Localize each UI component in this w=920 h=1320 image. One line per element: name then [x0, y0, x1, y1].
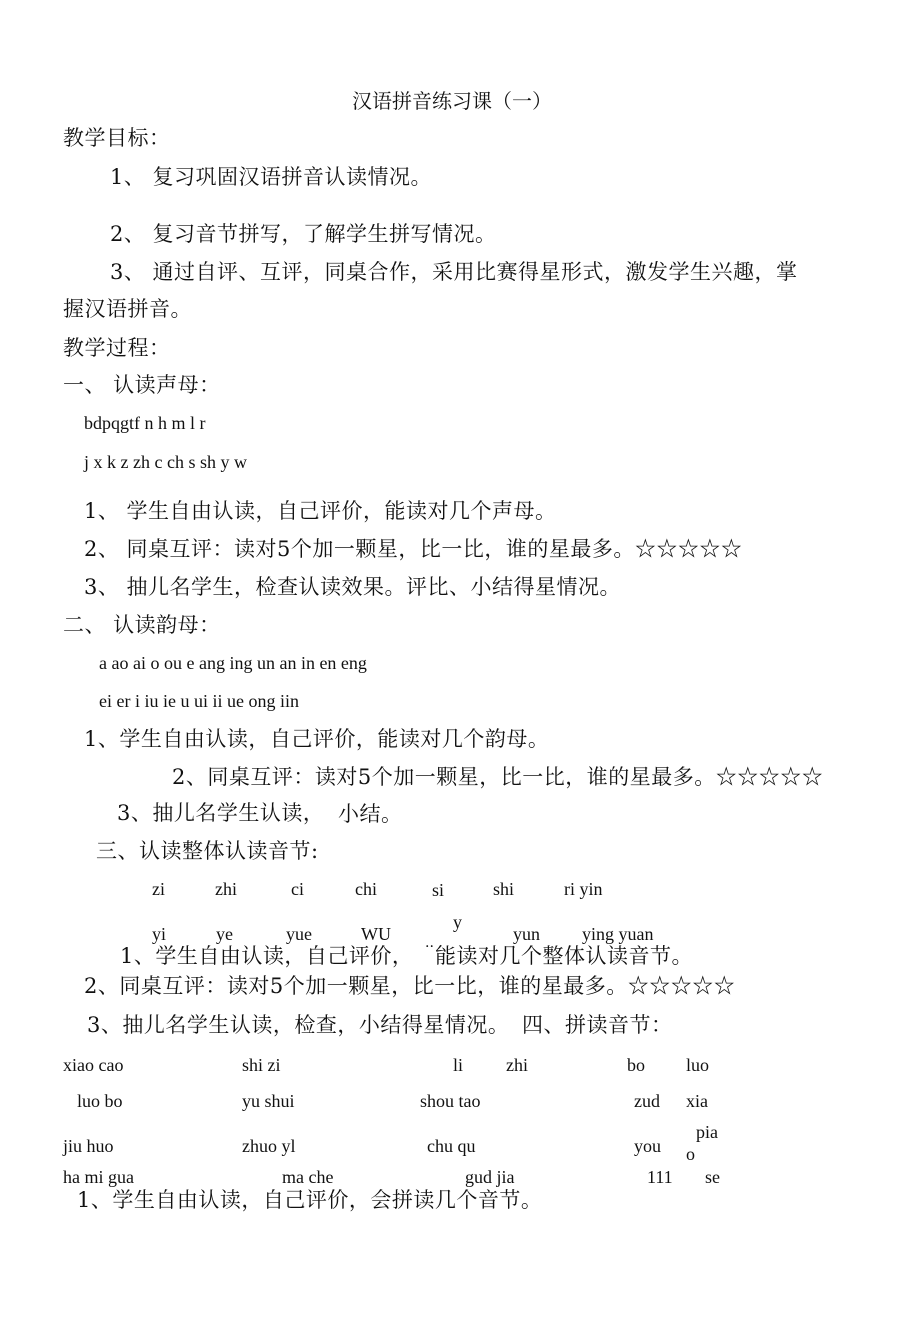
section-3-item-2: 2、同桌互评：读对5个加一颗星，比一比，谁的星最多。☆☆☆☆☆: [84, 974, 736, 998]
page-title: 汉语拼音练习课（一）: [352, 89, 552, 113]
syllable: jiu huo: [63, 1136, 114, 1156]
section-3-item-1: 1、学生自由认读，自己评价，: [120, 944, 414, 968]
syllable: luo bo: [77, 1091, 123, 1111]
section-3-item-1-tail: 能读对几个整体认读音节。: [435, 944, 693, 968]
initials-line-1: bdpqgtf n h m l r: [84, 413, 206, 433]
syllable: zhuo yl: [242, 1136, 296, 1156]
section-3-item-3: 3、抽儿名学生认读，检查，小结得星情况。: [87, 1013, 510, 1037]
syllable: ma che: [282, 1167, 334, 1187]
syllable: zud: [634, 1091, 660, 1111]
syllable: ye: [216, 924, 233, 944]
syllable: xiao cao: [63, 1055, 124, 1075]
syllable: zhi: [506, 1055, 528, 1075]
section-1-item-3: 3、 抽儿名学生，检查认读效果。评比、小结得星情况。: [84, 575, 622, 599]
syllable: gud jia: [465, 1167, 515, 1187]
syllable: you: [634, 1136, 661, 1156]
process-heading: 教学过程：: [63, 336, 171, 360]
syllable: ying yuan: [582, 924, 654, 944]
syllable: o: [686, 1144, 695, 1164]
section-1-item-1: 1、 学生自由认读，自己评价，能读对几个声母。: [84, 499, 557, 523]
syllable: yun: [513, 924, 540, 944]
syllable: ri yin: [564, 879, 603, 899]
goal-3-line-2: 握汉语拼音。: [63, 297, 192, 321]
finals-line-2: ei er i iu ie u ui ii ue ong iin: [99, 691, 299, 711]
syllable: bo: [627, 1055, 645, 1075]
dots-mark: ..: [425, 935, 434, 951]
goal-3-line-1: 3、 通过自评、互评，同桌合作，采用比赛得星形式，激发学生兴趣，掌: [110, 260, 798, 284]
section-4-heading: 四、拼读音节：: [522, 1013, 673, 1037]
syllable: shou tao: [420, 1091, 481, 1111]
syllable: ci: [291, 879, 304, 899]
initials-line-2: j x k z zh c ch s sh y w: [84, 452, 247, 472]
goal-1: 1、 复习巩固汉语拼音认读情况。: [110, 165, 433, 189]
syllable: ha mi gua: [63, 1167, 134, 1187]
syllable: li: [453, 1055, 464, 1075]
section-1-heading: 一、 认读声母：: [63, 373, 221, 397]
syllable: pia: [696, 1122, 718, 1142]
goal-2: 2、 复习音节拼写，了解学生拼写情况。: [110, 222, 497, 246]
section-2-item-1: 1、学生自由认读，自己评价，能读对几个韵母。: [84, 727, 550, 751]
syllable: WU: [361, 924, 391, 944]
section-3-heading: 三、认读整体认读音节:: [96, 839, 319, 863]
syllable: se: [705, 1167, 720, 1187]
syllable: yi: [152, 924, 167, 944]
syllable: yue: [286, 924, 312, 944]
finals-line-1: a ao ai o ou e ang ing un an in en eng: [99, 653, 367, 673]
syllable: chi: [355, 879, 377, 899]
syllable: zhi: [215, 879, 237, 899]
syllable: y: [453, 912, 462, 932]
syllable: yu shui: [242, 1091, 295, 1111]
section-2-item-2: 2、同桌互评：读对5个加一颗星，比一比，谁的星最多。☆☆☆☆☆: [172, 765, 824, 789]
syllable: zi: [152, 879, 165, 899]
syllable: si: [432, 880, 445, 900]
section-2-item-3: 3、抽儿名学生认读，: [117, 801, 325, 825]
section-2-item-3-summary: 小结。: [338, 802, 403, 826]
syllable: xia: [686, 1091, 708, 1111]
syllable: shi zi: [242, 1055, 281, 1075]
section-2-heading: 二、 认读韵母：: [63, 613, 221, 637]
syllable: chu qu: [427, 1136, 476, 1156]
section-4-item-1: 1、学生自由认读，自己评价，会拼读几个音节。: [77, 1188, 543, 1212]
syllable: shi: [493, 879, 515, 899]
section-1-item-2: 2、 同桌互评：读对5个加一颗星，比一比，谁的星最多。☆☆☆☆☆: [84, 537, 743, 561]
syllable: 111: [647, 1167, 673, 1187]
syllable: luo: [686, 1055, 710, 1075]
goals-heading: 教学目标：: [63, 126, 171, 150]
